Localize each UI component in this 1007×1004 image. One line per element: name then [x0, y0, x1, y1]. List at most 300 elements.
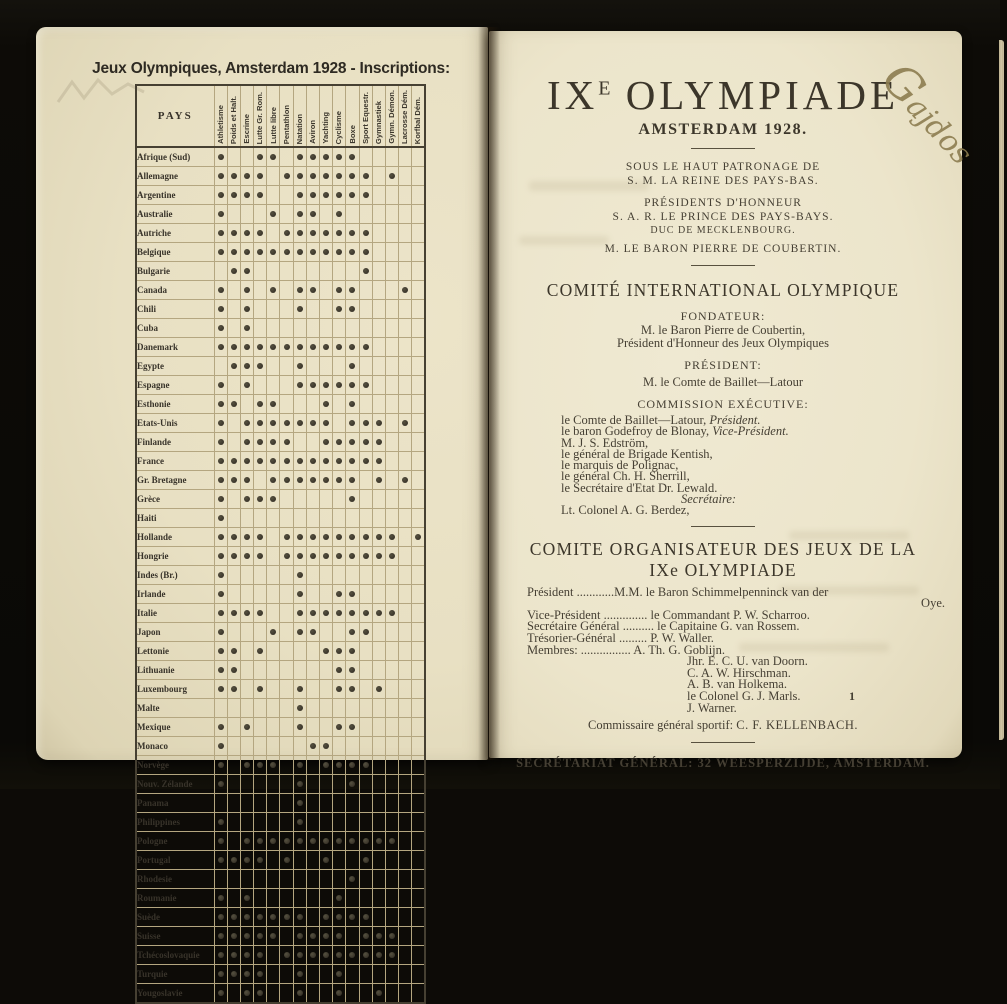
- entry-cell: [320, 490, 333, 509]
- entry-cell: [412, 775, 425, 794]
- entry-cell: [240, 167, 253, 186]
- entry-dot: [310, 458, 316, 464]
- entry-cell: [306, 376, 319, 395]
- entry-cell: [346, 243, 359, 262]
- entry-cell: [385, 794, 398, 813]
- entry-dot: [349, 838, 355, 844]
- entry-cell: [280, 870, 293, 889]
- table-row: [136, 186, 425, 205]
- entry-cell: [306, 300, 319, 319]
- org-member: A. B. van Holkema.: [687, 677, 787, 692]
- entry-cell: [306, 813, 319, 832]
- entry-dot: [297, 819, 303, 825]
- entry-dot: [231, 173, 237, 179]
- entry-cell: [359, 357, 372, 376]
- country-label: Chili: [136, 300, 214, 319]
- entry-dot: [231, 971, 237, 977]
- entry-cell: [306, 642, 319, 661]
- entry-cell: [267, 452, 280, 471]
- entry-cell: [214, 452, 227, 471]
- entry-cell: [346, 224, 359, 243]
- entry-cell: [227, 699, 240, 718]
- entry-dot: [349, 344, 355, 350]
- entry-dot: [257, 857, 263, 863]
- entry-cell: [267, 243, 280, 262]
- entry-cell: [399, 775, 412, 794]
- entry-cell: [412, 319, 425, 338]
- commission-members-list: [561, 415, 947, 517]
- entry-cell: [227, 965, 240, 984]
- entry-dot: [349, 629, 355, 635]
- entry-cell: [227, 661, 240, 680]
- entry-cell: [372, 357, 385, 376]
- entry-cell: [320, 661, 333, 680]
- entry-dot: [257, 363, 263, 369]
- entry-cell: [399, 167, 412, 186]
- entry-cell: [359, 794, 372, 813]
- entry-cell: [293, 167, 306, 186]
- entry-cell: [372, 281, 385, 300]
- sport-column-header: Aviron: [306, 85, 319, 147]
- entry-dot: [323, 648, 329, 654]
- entry-cell: [399, 680, 412, 699]
- entry-dot: [218, 838, 224, 844]
- entry-cell: [372, 452, 385, 471]
- entry-cell: [240, 338, 253, 357]
- entry-cell: [267, 737, 280, 756]
- entry-cell: [385, 680, 398, 699]
- entry-dot: [231, 553, 237, 559]
- entry-dot: [231, 667, 237, 673]
- entry-cell: [293, 775, 306, 794]
- entry-cell: [320, 243, 333, 262]
- entry-cell: [214, 395, 227, 414]
- entry-cell: [399, 813, 412, 832]
- entry-dot: [297, 192, 303, 198]
- entry-cell: [227, 224, 240, 243]
- table-row: [136, 642, 425, 661]
- entry-cell: [267, 775, 280, 794]
- entry-dot: [349, 952, 355, 958]
- org-official-row: Trésorier-Général ......... P. W. Waller.: [527, 631, 714, 646]
- page-stack-edge: [999, 40, 1004, 740]
- entry-cell: [227, 376, 240, 395]
- entry-cell: [385, 585, 398, 604]
- entry-cell: [359, 433, 372, 452]
- entry-cell: [240, 357, 253, 376]
- entry-cell: [346, 813, 359, 832]
- entry-cell: [280, 604, 293, 623]
- entry-cell: [240, 490, 253, 509]
- entry-cell: [293, 243, 306, 262]
- entry-dot: [336, 306, 342, 312]
- entry-cell: [227, 851, 240, 870]
- entry-cell: [372, 965, 385, 984]
- entry-cell: [306, 547, 319, 566]
- entry-cell: [399, 927, 412, 946]
- entry-dot: [297, 800, 303, 806]
- entry-cell: [240, 737, 253, 756]
- pays-column-header: PAYS: [136, 85, 214, 147]
- entry-dot: [218, 743, 224, 749]
- entry-cell: [267, 414, 280, 433]
- country-label: Turquie: [136, 965, 214, 984]
- entry-cell: [385, 414, 398, 433]
- entry-cell: [399, 300, 412, 319]
- entry-cell: [399, 186, 412, 205]
- country-label: Norvège: [136, 756, 214, 775]
- entry-cell: [412, 433, 425, 452]
- entry-cell: [280, 680, 293, 699]
- entry-cell: [372, 699, 385, 718]
- entry-cell: [280, 300, 293, 319]
- inscriptions-table: [135, 84, 426, 1004]
- entry-dot: [376, 838, 382, 844]
- entry-cell: [306, 870, 319, 889]
- entry-cell: [399, 547, 412, 566]
- entry-dot: [270, 838, 276, 844]
- entry-dot: [336, 382, 342, 388]
- entry-cell: [320, 718, 333, 737]
- entry-dot: [376, 439, 382, 445]
- entry-dot: [297, 933, 303, 939]
- entry-cell: [306, 775, 319, 794]
- divider-rule: [691, 265, 755, 266]
- fondateur-label: FONDATEUR:: [680, 309, 766, 323]
- entry-cell: [293, 946, 306, 965]
- entry-cell: [333, 870, 346, 889]
- table-row: [136, 471, 425, 490]
- entry-cell: [333, 395, 346, 414]
- entry-cell: [267, 376, 280, 395]
- org-official-row: Président ............M.M. le Baron Schimmelpenninck van der: [527, 584, 829, 599]
- entry-cell: [372, 167, 385, 186]
- table-row: [136, 585, 425, 604]
- entry-cell: [359, 718, 372, 737]
- entry-cell: [293, 680, 306, 699]
- entry-dot: [244, 762, 250, 768]
- entry-cell: [412, 946, 425, 965]
- entry-cell: [293, 376, 306, 395]
- entry-cell: [333, 147, 346, 167]
- entry-dot: [218, 610, 224, 616]
- entry-dot: [257, 990, 263, 996]
- entry-cell: [346, 661, 359, 680]
- entry-dot: [336, 553, 342, 559]
- entry-cell: [214, 147, 227, 167]
- entry-cell: [293, 870, 306, 889]
- entry-cell: [293, 147, 306, 167]
- entry-cell: [412, 984, 425, 1004]
- entry-cell: [214, 490, 227, 509]
- entry-cell: [280, 414, 293, 433]
- entry-dot: [218, 857, 224, 863]
- entry-cell: [333, 680, 346, 699]
- entry-cell: [333, 813, 346, 832]
- entry-dot: [218, 629, 224, 635]
- country-label: Panama: [136, 794, 214, 813]
- entry-cell: [346, 528, 359, 547]
- entry-cell: [240, 547, 253, 566]
- entry-cell: [293, 186, 306, 205]
- commission-member: le baron Godefroy de Blonay, Vice-Président.: [561, 424, 789, 439]
- entry-cell: [267, 490, 280, 509]
- country-label: Roumanie: [136, 889, 214, 908]
- entry-cell: [214, 414, 227, 433]
- entry-cell: [240, 813, 253, 832]
- entry-cell: [346, 167, 359, 186]
- entry-cell: [399, 718, 412, 737]
- entry-cell: [385, 547, 398, 566]
- country-label: Danemark: [136, 338, 214, 357]
- entry-cell: [240, 395, 253, 414]
- entry-dot: [297, 382, 303, 388]
- entry-cell: [280, 433, 293, 452]
- entry-cell: [359, 775, 372, 794]
- entry-cell: [359, 262, 372, 281]
- entry-cell: [214, 300, 227, 319]
- entry-cell: [399, 433, 412, 452]
- entry-dot: [297, 344, 303, 350]
- entry-cell: [385, 832, 398, 851]
- entry-dot: [244, 344, 250, 350]
- entry-dot: [363, 268, 369, 274]
- entry-cell: [385, 243, 398, 262]
- entry-cell: [320, 147, 333, 167]
- entry-cell: [280, 319, 293, 338]
- entry-dot: [284, 838, 290, 844]
- entry-cell: [280, 243, 293, 262]
- entry-cell: [385, 471, 398, 490]
- entry-dot: [349, 686, 355, 692]
- entry-cell: [320, 851, 333, 870]
- country-label: Malte: [136, 699, 214, 718]
- entry-cell: [412, 471, 425, 490]
- entry-dot: [218, 762, 224, 768]
- entry-cell: [240, 699, 253, 718]
- entry-dot: [218, 648, 224, 654]
- entry-dot: [257, 933, 263, 939]
- entry-cell: [254, 528, 267, 547]
- sport-column-header: Boxe: [346, 85, 359, 147]
- entry-dot: [389, 952, 395, 958]
- entry-cell: [267, 642, 280, 661]
- country-label: France: [136, 452, 214, 471]
- entry-cell: [320, 737, 333, 756]
- entry-cell: [333, 490, 346, 509]
- org-officials-list: [527, 584, 947, 715]
- entry-cell: [240, 281, 253, 300]
- comite-international-block: COMITÉ INTERNATIONAL OLYMPIQUE FONDATEUR: M. le Baron Pierre de Coubertin, Président d'Honneur des Jeux Olympiques PRÉSIDENT: M. le Comte de Baillet—Latour COMMISSION EXÉCUTIVE: le Comte de Baillet—Latour, Président. le baron Godefroy de Blonay, Vice-Président. M. J. S. Edström, le général de Brigade Kentish, le marquis de Polignac, le général Ch. H. Sherrill, le Secrétaire d'Etat Dr. Lewald. Secrétaire: Lt. Colonel A. G. Berdez,: [499, 280, 947, 517]
- entry-dot: [310, 154, 316, 160]
- entry-cell: [280, 718, 293, 737]
- entry-cell: [346, 490, 359, 509]
- country-label: Suède: [136, 908, 214, 927]
- entry-cell: [320, 509, 333, 528]
- table-row: [136, 889, 425, 908]
- org-heading: COMITE ORGANISATEUR DES JEUX DE LA IXe OLYMPIADE: [529, 538, 917, 580]
- entry-dot: [244, 306, 250, 312]
- entry-dot: [231, 952, 237, 958]
- entry-dot: [310, 838, 316, 844]
- entry-cell: [306, 357, 319, 376]
- country-label: Finlande: [136, 433, 214, 452]
- entry-dot: [270, 458, 276, 464]
- entry-cell: [372, 319, 385, 338]
- country-label: Lettonie: [136, 642, 214, 661]
- entry-dot: [218, 306, 224, 312]
- entry-dot: [284, 534, 290, 540]
- entry-dot: [257, 686, 263, 692]
- entry-cell: [359, 927, 372, 946]
- entry-cell: [333, 566, 346, 585]
- entry-cell: [254, 927, 267, 946]
- entry-dot: [270, 629, 276, 635]
- entry-cell: [359, 813, 372, 832]
- entry-dot: [323, 553, 329, 559]
- entry-cell: [227, 680, 240, 699]
- entry-cell: [306, 699, 319, 718]
- entry-dot: [297, 534, 303, 540]
- entry-cell: [254, 319, 267, 338]
- entry-dot: [297, 363, 303, 369]
- entry-dot: [297, 572, 303, 578]
- entry-cell: [399, 281, 412, 300]
- entry-cell: [399, 452, 412, 471]
- entry-dot: [297, 477, 303, 483]
- entry-cell: [227, 604, 240, 623]
- entry-cell: [267, 338, 280, 357]
- entry-dot: [270, 933, 276, 939]
- entry-dot: [297, 686, 303, 692]
- entry-cell: [412, 338, 425, 357]
- entry-dot: [218, 439, 224, 445]
- entry-cell: [333, 186, 346, 205]
- entry-cell: [214, 642, 227, 661]
- entry-cell: [399, 243, 412, 262]
- entry-cell: [320, 376, 333, 395]
- entry-dot: [310, 743, 316, 749]
- table-row: [136, 946, 425, 965]
- entry-cell: [293, 718, 306, 737]
- entry-dot: [363, 344, 369, 350]
- sport-column-header: Pentathlon: [280, 85, 293, 147]
- entry-cell: [372, 718, 385, 737]
- entry-cell: [359, 509, 372, 528]
- entry-cell: [254, 243, 267, 262]
- entry-cell: [412, 452, 425, 471]
- entry-cell: [254, 832, 267, 851]
- entry-cell: [306, 927, 319, 946]
- entry-dot: [270, 211, 276, 217]
- entry-dot: [376, 458, 382, 464]
- entry-cell: [227, 509, 240, 528]
- entry-cell: [372, 946, 385, 965]
- entry-dot: [231, 477, 237, 483]
- entry-cell: [240, 509, 253, 528]
- entry-cell: [399, 737, 412, 756]
- entry-cell: [227, 243, 240, 262]
- entry-cell: [333, 585, 346, 604]
- entry-dot: [297, 952, 303, 958]
- entry-cell: [293, 452, 306, 471]
- entry-cell: [267, 585, 280, 604]
- entry-cell: [359, 908, 372, 927]
- entry-cell: [412, 414, 425, 433]
- entry-dot: [363, 952, 369, 958]
- entry-cell: [359, 737, 372, 756]
- entry-cell: [372, 794, 385, 813]
- org-member: Jhr. E. C. U. van Doorn.: [687, 654, 808, 669]
- entry-cell: [267, 984, 280, 1004]
- entry-dot: [323, 914, 329, 920]
- entry-cell: [293, 319, 306, 338]
- entry-cell: [385, 604, 398, 623]
- entry-cell: [333, 851, 346, 870]
- entry-cell: [267, 604, 280, 623]
- sport-column-header: Athletisme: [214, 85, 227, 147]
- entry-cell: [399, 946, 412, 965]
- entry-cell: [320, 889, 333, 908]
- entry-cell: [372, 832, 385, 851]
- entry-dot: [231, 458, 237, 464]
- sport-column-header: Lutte Gr. Rom.: [254, 85, 267, 147]
- table-row: [136, 851, 425, 870]
- entry-dot: [363, 553, 369, 559]
- entry-cell: [412, 281, 425, 300]
- entry-cell: [320, 984, 333, 1004]
- entry-cell: [412, 718, 425, 737]
- entry-dot: [349, 192, 355, 198]
- entry-dot: [231, 648, 237, 654]
- entry-cell: [333, 281, 346, 300]
- entry-cell: [280, 281, 293, 300]
- entry-dot: [363, 192, 369, 198]
- entry-cell: [333, 699, 346, 718]
- entry-cell: [412, 699, 425, 718]
- table-row: [136, 908, 425, 927]
- entry-cell: [214, 832, 227, 851]
- entry-cell: [320, 832, 333, 851]
- entry-cell: [254, 471, 267, 490]
- entry-dot: [218, 952, 224, 958]
- table-row: [136, 357, 425, 376]
- entry-cell: [399, 566, 412, 585]
- entry-cell: [267, 319, 280, 338]
- country-label: Canada: [136, 281, 214, 300]
- entry-cell: [214, 357, 227, 376]
- entry-dot: [257, 496, 263, 502]
- entry-dot: [284, 553, 290, 559]
- entry-cell: [280, 813, 293, 832]
- entry-cell: [214, 870, 227, 889]
- entry-cell: [320, 566, 333, 585]
- entry-cell: [359, 395, 372, 414]
- entry-cell: [372, 737, 385, 756]
- entry-cell: [399, 965, 412, 984]
- entry-cell: [227, 775, 240, 794]
- presidents-honneur-block: PRÉSIDENTS D'HONNEUR S. A. R. LE PRINCE DES PAYS-BAYS. DUC DE MECKLENBOURG. M. LE BARON PIERRE DE COUBERTIN.: [604, 197, 842, 255]
- commission-member: le général Ch. H. Sherrill,: [561, 469, 690, 484]
- table-row: [136, 699, 425, 718]
- entry-cell: [267, 224, 280, 243]
- entry-dot: [284, 458, 290, 464]
- country-label: Luxembourg: [136, 680, 214, 699]
- entry-cell: [267, 889, 280, 908]
- entry-cell: [372, 262, 385, 281]
- entry-cell: [385, 281, 398, 300]
- entry-cell: [385, 395, 398, 414]
